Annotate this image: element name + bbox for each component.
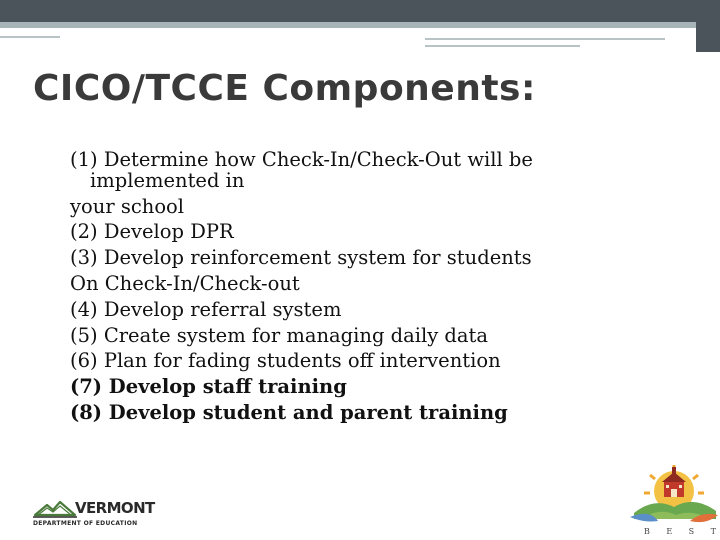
vermont-logo-department: DEPARTMENT OF EDUCATION	[33, 520, 138, 527]
emblem-letter: B	[644, 527, 650, 536]
list-item: (6) Plan for fading students off intervention	[70, 349, 501, 373]
slide-title: CICO/TCCE Components:	[33, 68, 536, 109]
list-item-bold: (8) Develop student and parent training	[70, 400, 508, 424]
emblem-letter: T	[710, 527, 716, 536]
emblem-letter: E	[666, 527, 673, 536]
top-banner-line-lower	[425, 45, 580, 47]
emblem-letter: S	[688, 527, 695, 536]
emblem-letters	[644, 527, 716, 536]
top-banner-line-upper	[425, 38, 665, 40]
top-banner-line-left	[0, 36, 60, 38]
component-list	[70, 147, 630, 426]
list-item: (4) Develop referral system	[70, 297, 342, 321]
list-item: your school	[70, 194, 185, 218]
schoolhouse-sun-emblem-icon	[628, 463, 720, 529]
list-item: implemented in	[90, 168, 245, 192]
list-item: (3) Develop reinforcement system for students	[70, 246, 532, 270]
list-item: (5) Create system for managing daily data	[70, 323, 489, 347]
top-banner-corner-block	[696, 0, 720, 52]
vermont-mountain-icon	[33, 497, 77, 519]
top-banner-stripe	[0, 22, 696, 28]
list-item: (1) Determine how Check-In/Check-Out will be	[70, 148, 533, 171]
vermont-department-logo	[33, 497, 153, 531]
list-item: (2) Develop DPR	[70, 220, 234, 244]
top-banner-bar	[0, 0, 720, 22]
list-item: On Check-In/Check-out	[70, 271, 300, 295]
list-item-bold: (7) Develop staff training	[70, 375, 347, 399]
best-emblem	[628, 463, 720, 540]
vermont-logo-name: VERMONT	[75, 499, 155, 517]
